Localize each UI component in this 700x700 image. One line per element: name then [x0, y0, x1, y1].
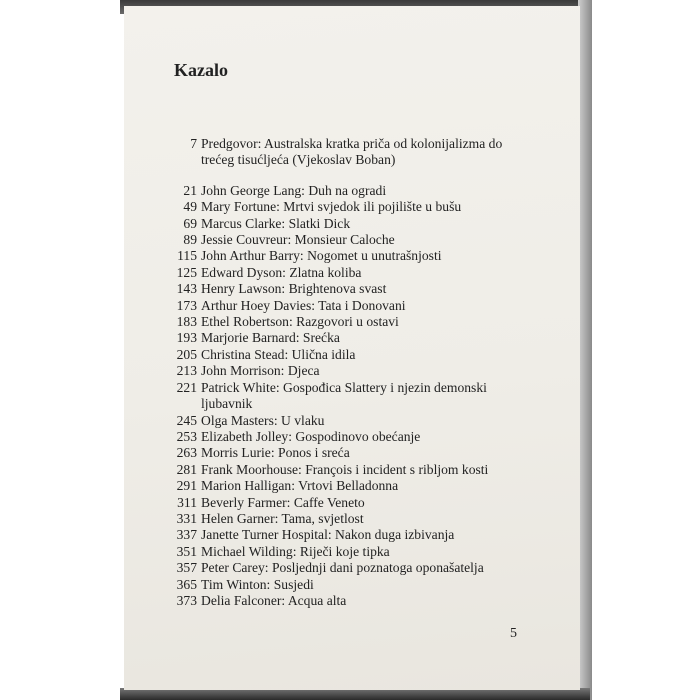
- toc-page-number: 21: [183, 182, 197, 198]
- toc-entry: [164, 478, 564, 494]
- toc-entry: [164, 429, 564, 445]
- toc-entry-title: John Arthur Barry: Nogomet u unutrašnjosti: [201, 248, 442, 264]
- toc-page-number: 49: [183, 199, 197, 215]
- toc-page-number: 7: [190, 136, 197, 151]
- toc-page-number: 351: [176, 543, 197, 559]
- toc-entry-title: Marcus Clarke: Slatki Dick: [201, 215, 351, 231]
- toc-entry-title: John George Lang: Duh na ogradi: [201, 182, 387, 198]
- toc-page-number: 69: [183, 215, 197, 231]
- toc-page-number: 245: [176, 412, 197, 428]
- toc-page-number: 263: [176, 445, 197, 461]
- toc-entry-title: Delia Falconer: Acqua alta: [201, 592, 347, 608]
- toc-page-number: 213: [176, 363, 197, 379]
- toc-page-number: 291: [176, 478, 197, 494]
- toc-entry: [164, 462, 564, 478]
- toc-entry-title: Tim Winton: Susjedi: [201, 576, 314, 592]
- toc-entry-title: Henry Lawson: Brightenova svast: [201, 281, 387, 297]
- toc-page-number: 337: [176, 527, 197, 543]
- toc-entry-title: Frank Moorhouse: François i incident s ribljom kosti: [201, 461, 489, 477]
- toc-entry: [164, 511, 564, 527]
- table-of-contents: [164, 136, 564, 609]
- toc-entry-title: Marion Halligan: Vrtovi Belladonna: [201, 478, 399, 494]
- toc-entry: [164, 527, 564, 543]
- toc-entry-title: Ethel Robertson: Razgovori u ostavi: [201, 314, 399, 330]
- page-title: Kazalo: [174, 60, 228, 80]
- toc-entry-title: Christina Stead: Ulična idila: [201, 346, 356, 362]
- toc-page-number: 173: [176, 297, 197, 313]
- toc-page-number: 143: [176, 281, 197, 297]
- toc-entry: [164, 445, 564, 461]
- toc-entry: [164, 544, 564, 560]
- toc-entry-title: Jessie Couvreur: Monsieur Caloche: [201, 232, 395, 248]
- toc-entry-title: Morris Lurie: Ponos i sreća: [201, 445, 350, 461]
- toc-entry-title: Edward Dyson: Zlatna koliba: [201, 264, 362, 280]
- toc-page-number: 183: [176, 314, 197, 330]
- toc-entry-title: Olga Masters: U vlaku: [201, 412, 325, 428]
- toc-entry: [164, 136, 564, 169]
- toc-entry: [164, 265, 564, 281]
- toc-entry-title: John Morrison: Djeca: [201, 363, 320, 379]
- toc-entry-title: Patrick White: Gospođica Slattery i njezin demonski ljubavnik: [201, 379, 487, 412]
- toc-page-number: 311: [177, 494, 197, 510]
- toc-entry-title: Helen Garner: Tama, svjetlost: [201, 510, 364, 526]
- toc-entry: [164, 560, 564, 576]
- toc-entry: [164, 577, 564, 593]
- toc-entry-title: Michael Wilding: Riječi koje tipka: [201, 543, 390, 559]
- toc-entry: [164, 380, 564, 413]
- toc-entry: [164, 363, 564, 379]
- toc-entry: [164, 495, 564, 511]
- toc-page-number: 281: [176, 461, 197, 477]
- toc-entry: [164, 183, 564, 199]
- toc-page-number: 115: [177, 248, 197, 264]
- toc-entry-title: Mary Fortune: Mrtvi svjedok ili pojilište u bušu: [201, 199, 462, 215]
- toc-entry: [164, 347, 564, 363]
- background-right: [578, 0, 592, 700]
- toc-entry-title: Elizabeth Jolley: Gospodinovo obećanje: [201, 428, 421, 444]
- toc-entry: [164, 199, 564, 215]
- toc-entry-title: Beverly Farmer: Caffe Veneto: [201, 494, 365, 510]
- toc-page-number: 205: [176, 346, 197, 362]
- toc-page-number: 89: [183, 232, 197, 248]
- toc-entry-title: Marjorie Barnard: Srećka: [201, 330, 340, 346]
- toc-page-number: 357: [176, 560, 197, 576]
- toc-page-number: 193: [176, 330, 197, 346]
- toc-entry: [164, 216, 564, 232]
- toc-entry-title: Predgovor: Australska kratka priča od kolonijalizma do trećeg tisućljeća (Vjekoslav Boban): [201, 136, 503, 168]
- toc-entry-title: Arthur Hoey Davies: Tata i Donovani: [201, 297, 406, 313]
- toc-page-number: 365: [176, 576, 197, 592]
- toc-entry: [164, 298, 564, 314]
- toc-entry: [164, 281, 564, 297]
- toc-entry: [164, 593, 564, 609]
- toc-page-number: 373: [176, 592, 197, 608]
- toc-entry: [164, 330, 564, 346]
- toc-entry: [164, 314, 564, 330]
- toc-page-number: 331: [176, 510, 197, 526]
- toc-entry-title: Janette Turner Hospital: Nakon duga izbivanja: [201, 527, 455, 543]
- page-number: 5: [510, 626, 517, 641]
- toc-entry: [164, 413, 564, 429]
- toc-entry: [164, 232, 564, 248]
- toc-entry: [164, 248, 564, 264]
- toc-page-number: 253: [176, 428, 197, 444]
- toc-page-number: 125: [176, 264, 197, 280]
- book-page: [124, 6, 580, 690]
- toc-page-number: 221: [176, 379, 197, 395]
- toc-entry-title: Peter Carey: Posljednji dani poznatoga oponašatelja: [201, 560, 484, 576]
